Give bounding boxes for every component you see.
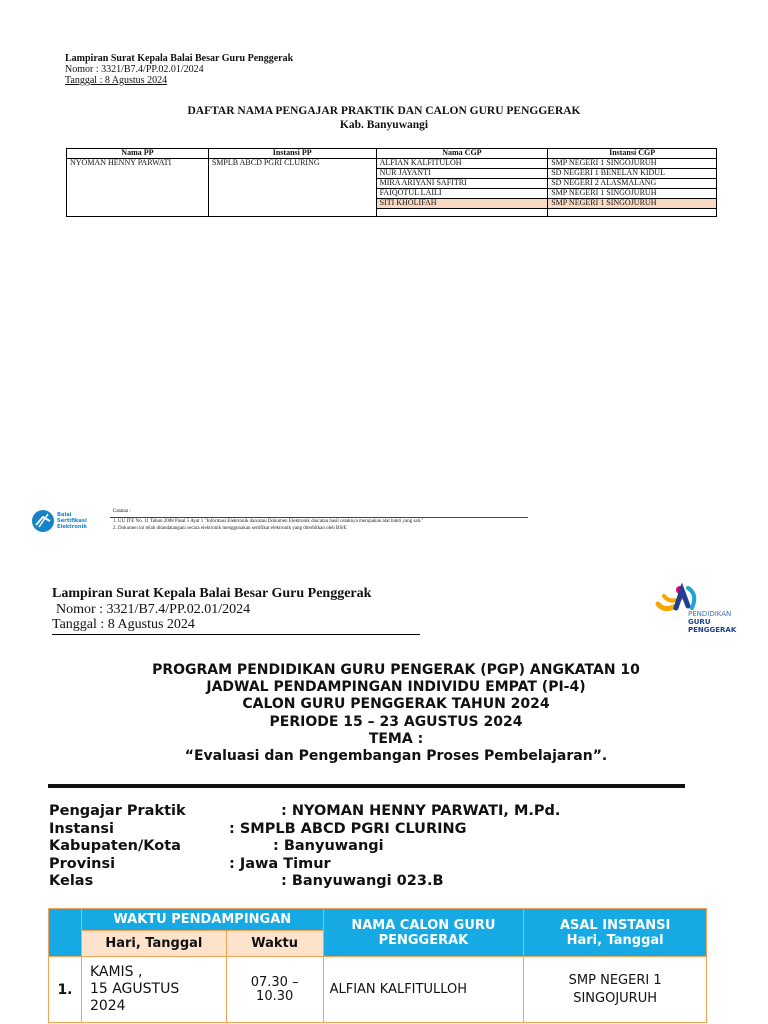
waktu-line2: 10.30 [256,988,294,1004]
logo-line1: PENDIDIKAN [688,610,732,618]
hari-line3: 2024 [89,998,126,1014]
note-title: Catatan : [113,509,131,514]
note-1: 1. UU ITE No. 11 Tahun 2008 Pasal 5 Ayat 1 "Informasi Elektronik dan/atau Dokumen Elektronik dan/atau hasil cetaknya merupakan alat bukti yang sah." [113,519,424,524]
cell-instansi-cgp: SD NEGERI 1 BENELAN KIDUL [548,169,717,179]
p1-letter-header [65,53,293,86]
col-nama-pp: Nama PP [67,149,209,159]
cell-nama-cgp: SITI KHOLIFAH [376,199,548,209]
col-nama-cgp [323,909,524,957]
bsre-logo-icon [30,508,100,534]
p2-header-underline [52,634,420,635]
bsre-label-3: Elektronik [57,524,87,530]
p2-header-line2: Nomor : 3321/B7.4/PP.02.01/2024 [56,601,251,617]
title-divider [48,784,685,788]
logo-line3: PENGGERAK [688,626,737,634]
p2-header-line1: Lampiran Surat Kepala Balai Besar Guru Penggerak [52,586,372,601]
instansi-value: : SMPLB ABCD PGRI CLURING [229,820,467,837]
schedule-header-row [49,909,707,931]
hari-line2: 15 AGUSTUS [89,981,180,997]
p2-header-line3: Tanggal : 8 Agustus 2024 [52,617,195,632]
cell-instansi-cgp: SD NEGERI 2 ALASMALANG [548,179,717,189]
p2-letter-header [52,586,371,633]
col-nama-cgp: Nama CGP [376,149,548,159]
cell-nama-cgp: MIRA ARIYANI SAFITRI [376,179,548,189]
cell-instansi-pp: SMPLB ABCD PGRI CLURING [208,159,376,217]
instansi-label: Instansi [49,820,114,837]
asal-line2: SINGOJURUH [573,990,658,1006]
cell-instansi-cgp: SMP NEGERI 1 SINGOJURUH [548,189,717,199]
pengajar-label: Pengajar Praktik [49,803,186,819]
col-hari-tanggal: Hari, Tanggal [81,931,226,957]
title-line-6: “Evaluasi dan Pengembangan Proses Pembelajaran”. [184,748,608,765]
bsre-label-2: Sertifikasi [57,518,87,524]
p1-header-line3: Tanggal : 8 Agustus 2024 [65,75,168,86]
cell-no: 1. [49,957,82,1023]
pgp-logo [654,578,744,634]
hari-line1: KAMIS , [89,964,143,980]
col-asal-line1: ASAL INSTANSI [559,917,671,933]
p1-header-line1: Lampiran Surat Kepala Balai Besar Guru Penggerak [65,53,294,64]
table-row [49,957,707,1023]
cell-nama-cgp: ALFIAN KALFITULOH [376,159,548,169]
title-line-3: CALON GURU PENGGERAK TAHUN 2024 [242,696,550,713]
pgp-logo-icon [654,578,744,634]
provinsi-value: : Jawa Timur [229,855,331,872]
title-line-4: PERIODE 15 – 23 AGUSTUS 2024 [269,713,523,730]
pengajar-value: : NYOMAN HENNY PARWATI, M.Pd. [281,803,561,819]
kabupaten-value: : Banyuwangi [273,838,384,854]
p1-participant-table [66,148,717,217]
p1-header-line2: Nomor : 3321/B7.4/PP.02.01/2024 [65,64,204,75]
col-asal-instansi [524,909,707,957]
title-line-1: PROGRAM PENDIDIKAN GURU PENGERAK (PGP) ANGKATAN 10 [152,662,640,678]
col-waktu-pendampingan: WAKTU PENDAMPINGAN [81,909,323,931]
table-row [67,159,717,169]
p2-title-block [0,662,768,765]
footer-note [113,508,423,532]
note-2: 2. Dokumen ini telah ditandatangani secara elektronik menggunakan sertifikat elektronik yang diterbitkan oleh BSrE [113,526,347,531]
kabupaten-label: Kabupaten/Kota [49,838,181,854]
info-block [49,803,689,893]
asal-line1: SMP NEGERI 1 [568,972,662,988]
cell-instansi-cgp: SMP NEGERI 1 SINGOJURUH [548,199,717,209]
col-asal-line2: Hari, Tanggal [566,932,664,948]
p1-subtitle: Kab. Banyuwangi [339,119,429,131]
col-instansi-cgp: Instansi CGP [548,149,717,159]
title-line-5: TEMA : [368,730,424,747]
footer-divider [110,517,528,518]
col-instansi-pp: Instansi PP [208,149,376,159]
schedule-table [48,908,707,1023]
empty-cell [548,209,717,217]
col-no [49,909,82,957]
cell-instansi-cgp: SMP NEGERI 1 SINGOJURUH [548,159,717,169]
empty-cell [376,209,548,217]
cell-nama-pp: NYOMAN HENNY PARWATI [67,159,209,217]
cell-nama-cgp: FAIQOTUL LAILI [376,189,548,199]
cell-nama-cgp: NUR JAYANTI [376,169,548,179]
col-waktu: Waktu [226,931,323,957]
p1-title: DAFTAR NAMA PENGAJAR PRAKTIK DAN CALON GURU PENGGERAK [187,105,581,117]
col-nama-line1: NAMA CALON GURU [351,917,496,933]
logo-line2: GURU [688,618,711,626]
title-line-2: JADWAL PENDAMPINGAN INDIVIDU EMPAT (PI-4) [206,679,586,696]
provinsi-label: Provinsi [49,855,116,872]
cell-asal [524,957,707,1023]
kelas-value: : Banyuwangi 023.B [281,873,444,889]
cell-nama: ALFIAN KALFITULLOH [323,957,524,1023]
cell-waktu [226,957,323,1023]
col-nama-line2: PENGGERAK [378,932,469,948]
bsre-label: Balai [57,512,72,518]
waktu-line1: 07.30 – [250,974,299,990]
p1-title-block [0,104,768,132]
table-header-row [67,149,717,159]
bsre-stamp [30,508,100,534]
kelas-label: Kelas [49,873,94,889]
cell-hari [81,957,226,1023]
